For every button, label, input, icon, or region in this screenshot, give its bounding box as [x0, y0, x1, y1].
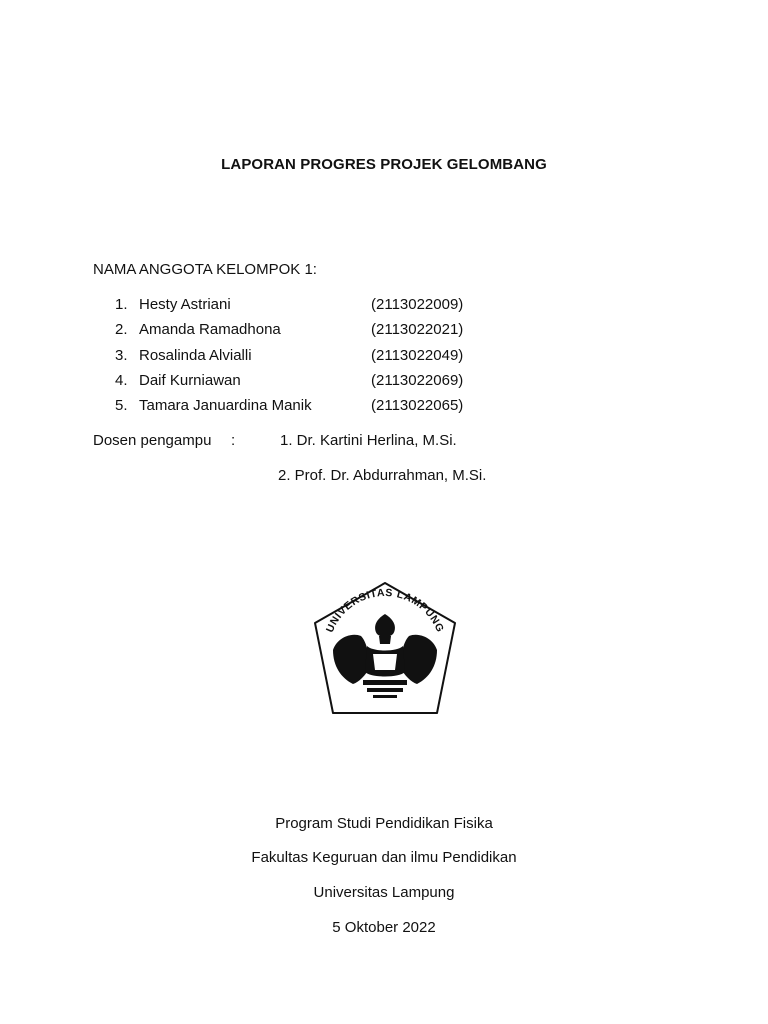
member-nim: (2113022069): [371, 371, 464, 389]
member-nim: (2113022065): [371, 397, 464, 415]
member-nim: (2113022009): [371, 296, 464, 313]
member-number: 4.: [115, 371, 128, 389]
list-item: [115, 296, 535, 321]
program-name: Program Studi Pendidikan Fisika: [275, 815, 493, 832]
base-line: [367, 688, 403, 692]
member-nim: (2113022021): [371, 321, 464, 339]
base-line: [363, 680, 407, 685]
member-name: Rosalinda Alvialli: [139, 346, 252, 364]
members-list: [115, 296, 535, 422]
university-name: Universitas Lampung: [313, 884, 455, 901]
member-name: Daif Kurniawan: [139, 371, 241, 389]
document-title: LAPORAN PROGRES PROJEK GELOMBANG: [221, 156, 547, 173]
member-number: 5.: [115, 397, 128, 415]
member-name: Tamara Januardina Manik: [139, 397, 312, 415]
member-name: Amanda Ramadhona: [139, 321, 281, 339]
member-nim: (2113022049): [371, 346, 464, 364]
member-number: 3.: [115, 346, 128, 364]
crown-inner: [373, 654, 397, 670]
base-line: [373, 695, 397, 698]
lecturer-colon: :: [231, 432, 236, 449]
lecturer-name: 1. Dr. Kartini Herlina, M.Si.: [280, 432, 457, 449]
list-item: [115, 397, 535, 422]
member-name: Hesty Astriani: [139, 296, 231, 313]
list-item: [115, 321, 535, 346]
list-item: [115, 347, 535, 372]
lecturer-name: 2. Prof. Dr. Abdurrahman, M.Si.: [278, 467, 487, 484]
faculty-name: Fakultas Keguruan dan ilmu Pendidikan: [251, 849, 517, 866]
university-logo: [311, 580, 459, 718]
list-item: [115, 372, 535, 397]
members-heading: NAMA ANGGOTA KELOMPOK 1:: [93, 261, 317, 278]
torch-body-shape: [379, 636, 391, 644]
lecturer-label: Dosen pengampu: [93, 432, 212, 449]
member-number: 1.: [115, 296, 128, 313]
document-date: 5 Oktober 2022: [332, 919, 436, 936]
logo-arc-text: UNIVERSITAS LAMPUNG: [323, 586, 447, 635]
member-number: 2.: [115, 321, 128, 339]
